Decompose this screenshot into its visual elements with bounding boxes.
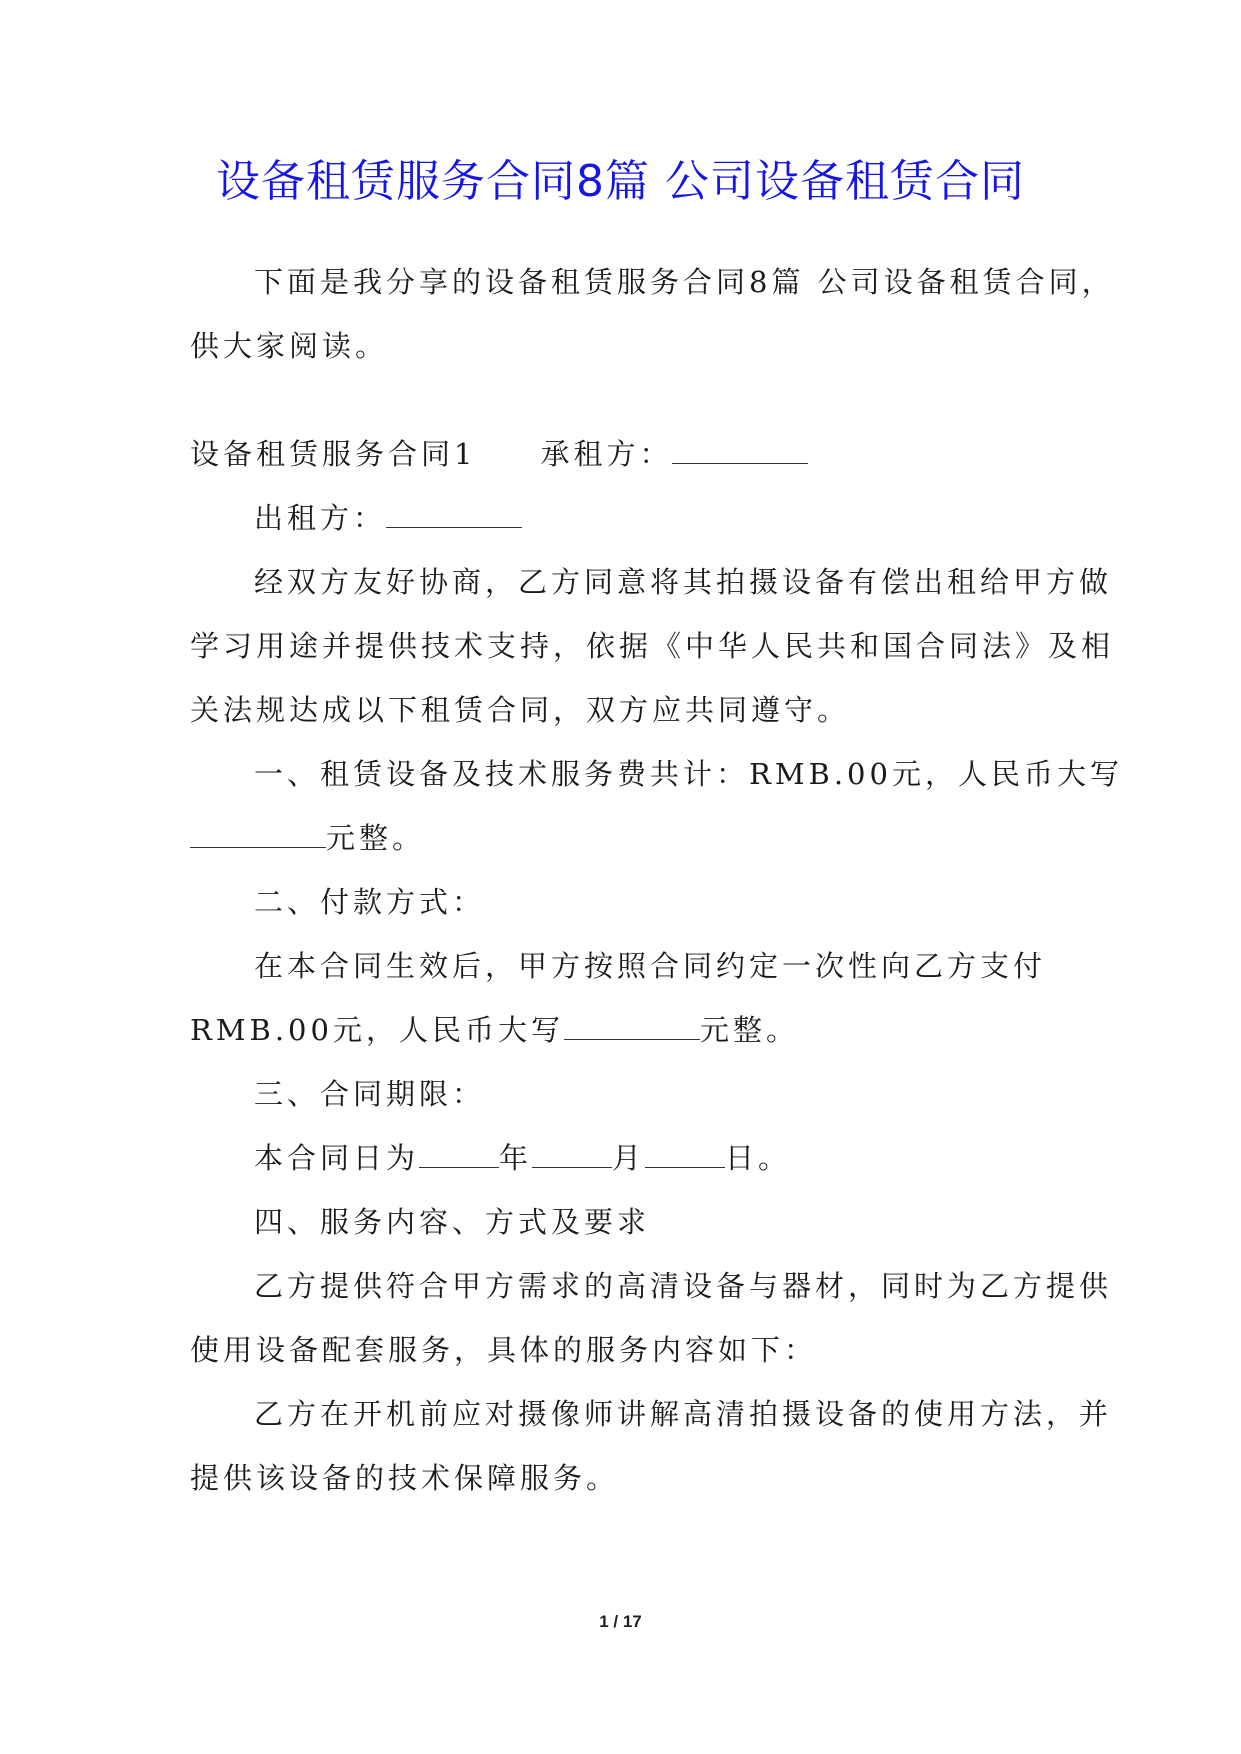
- para3-line-2: 提供该设备的技术保障服务。: [190, 1461, 620, 1495]
- item1-line-2: [190, 806, 1052, 870]
- section-heading: 设备租赁服务合同1: [190, 437, 477, 471]
- month-label: 月: [612, 1141, 646, 1175]
- para1-line-1: 经双方友好协商，乙方同意将其拍摄设备有偿出租给甲方做: [254, 565, 1113, 599]
- day-blank: [645, 1145, 725, 1168]
- para1-line-3: 关法规达成以下租赁合同，双方应共同遵守。: [190, 693, 851, 727]
- year-blank: [419, 1145, 499, 1168]
- intro-line-2: 供大家阅读。: [190, 329, 389, 363]
- item4-heading: 四、服务内容、方式及要求: [254, 1205, 651, 1239]
- para2-line-2: 使用设备配套服务，具体的服务内容如下：: [190, 1333, 818, 1367]
- year-label: 年: [499, 1141, 533, 1175]
- day-label: 日。: [725, 1141, 792, 1175]
- item1-suffix: 元整。: [326, 821, 426, 855]
- item3-heading: 三、合同期限：: [254, 1077, 486, 1111]
- item3-date-line: [190, 1126, 1052, 1190]
- contract-section: [190, 422, 1123, 1510]
- lessee-label: 承租方：: [540, 437, 673, 471]
- item3-prefix: 本合同日为: [254, 1141, 420, 1175]
- item2-line-2: [190, 998, 1052, 1062]
- para2-line-1: 乙方提供符合甲方需求的高清设备与器材，同时为乙方提供: [254, 1269, 1113, 1303]
- lessor-blank: [386, 505, 522, 528]
- document-body: [190, 250, 1115, 378]
- lessee-blank: [672, 441, 808, 464]
- month-blank: [532, 1145, 612, 1168]
- section-heading-line: [190, 422, 1052, 486]
- item1-line-1: 一、租赁设备及技术服务费共计：RMB.00元，人民币大写: [254, 757, 1123, 791]
- item2-line-1: 在本合同生效后，甲方按照合同约定一次性向乙方支付: [254, 949, 1047, 983]
- para1-line-2: 学习用途并提供技术支持，依据《中华人民共和国合同法》及相: [190, 629, 1115, 663]
- item1-amount-blank: [190, 825, 326, 848]
- item2-prefix: RMB.00元，人民币大写: [190, 1013, 564, 1047]
- para3-line-1: 乙方在开机前应对摄像师讲解高清拍摄设备的使用方法，并: [254, 1397, 1113, 1431]
- document-title: 设备租赁服务合同8篇 公司设备租赁合同: [216, 156, 1025, 207]
- intro-line-1: 下面是我分享的设备租赁服务合同8篇 公司设备租赁合同，: [254, 265, 1115, 299]
- page-number: 1 / 17: [599, 1612, 642, 1631]
- item2-suffix: 元整。: [699, 1013, 799, 1047]
- lessor-line: [190, 486, 1052, 550]
- item2-amount-blank: [564, 1017, 700, 1040]
- lessor-label: 出租方：: [254, 501, 387, 535]
- item2-heading: 二、付款方式：: [254, 885, 486, 919]
